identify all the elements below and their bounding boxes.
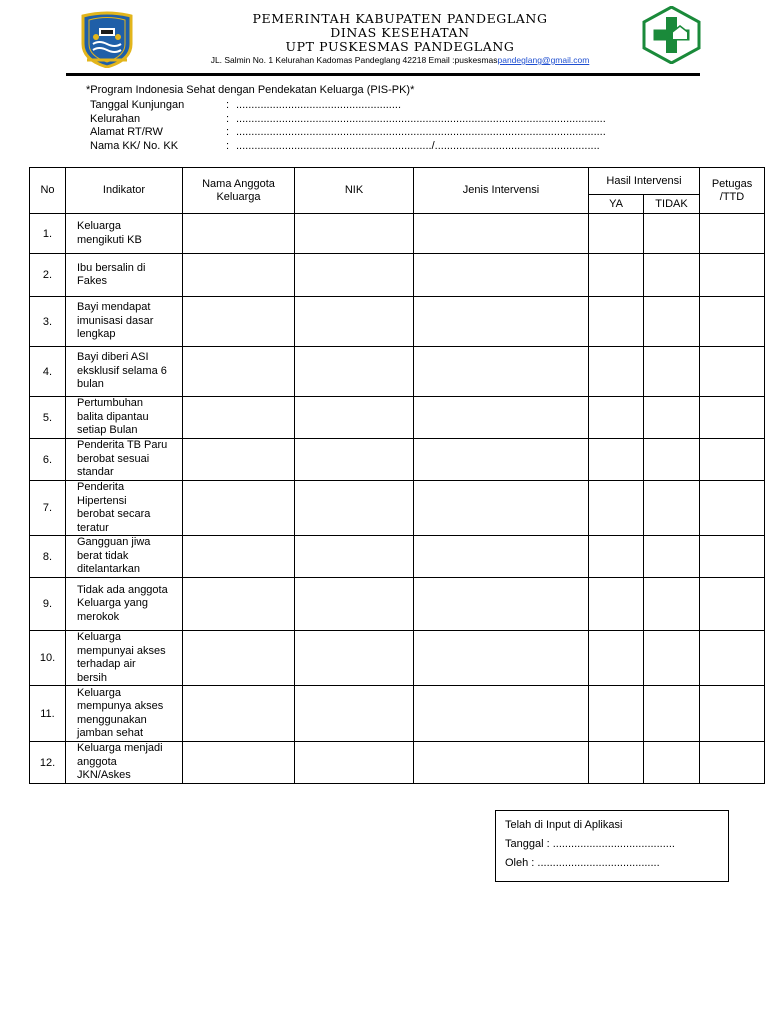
cell-ya[interactable] (589, 254, 644, 297)
cell-ya[interactable] (589, 742, 644, 784)
program-title: *Program Indonesia Sehat dengan Pendekatan Keluarga (PIS-PK)* (86, 84, 415, 96)
box-tanggal[interactable]: Tanggal : ........................................ (505, 838, 675, 850)
cell-nik[interactable] (295, 214, 414, 254)
header-jenis-intervensi: Jenis Intervensi (414, 168, 589, 214)
cell-nik[interactable] (295, 631, 414, 686)
cell-nik[interactable] (295, 347, 414, 397)
cell-nama-anggota[interactable] (183, 397, 295, 439)
field-colon: : (226, 126, 230, 138)
table-row (30, 297, 765, 347)
cell-petugas[interactable] (700, 578, 765, 631)
row-number: 5. (30, 397, 66, 439)
field-blank[interactable]: ......................................................................................................................... (236, 126, 606, 138)
cell-ya[interactable] (589, 578, 644, 631)
field-label: Nama KK/ No. KK (90, 139, 179, 152)
cell-ya[interactable] (589, 214, 644, 254)
cell-tidak[interactable] (644, 631, 700, 686)
cell-nik[interactable] (295, 686, 414, 742)
row-indikator: Penderita TB Paru berobat sesuai standar (66, 439, 183, 481)
field-label: Tanggal Kunjungan (90, 99, 185, 111)
row-number: 8. (30, 536, 66, 578)
row-number: 3. (30, 297, 66, 347)
field-label: Kelurahan (90, 112, 141, 125)
cell-jenis-intervensi[interactable] (414, 297, 589, 347)
header-nik: NIK (295, 168, 414, 214)
table-row (30, 742, 765, 784)
table-row (30, 536, 765, 578)
cell-ya[interactable] (589, 536, 644, 578)
cell-tidak[interactable] (644, 214, 700, 254)
cell-ya[interactable] (589, 439, 644, 481)
cell-tidak[interactable] (644, 397, 700, 439)
cell-nik[interactable] (295, 742, 414, 784)
row-number: 1. (30, 214, 66, 254)
cell-jenis-intervensi[interactable] (414, 397, 589, 439)
cell-ya[interactable] (589, 631, 644, 686)
cell-nama-anggota[interactable] (183, 631, 295, 686)
cell-petugas[interactable] (700, 631, 765, 686)
cell-nama-anggota[interactable] (183, 214, 295, 254)
header-petugas: Petugas /TTD (700, 168, 765, 214)
row-number: 6. (30, 439, 66, 481)
cell-ya[interactable] (589, 397, 644, 439)
address-line (120, 55, 680, 65)
cell-ya[interactable] (589, 297, 644, 347)
table-row (30, 439, 765, 481)
puskesmas-logo-icon (640, 6, 703, 64)
field-blank[interactable]: ................................................................/...................................................... (236, 139, 600, 152)
box-title: Telah di Input di Aplikasi (505, 819, 623, 831)
cell-nik[interactable] (295, 481, 414, 536)
table-row (30, 578, 765, 631)
row-indikator: Keluarga mempunya akses menggunakan jamban sehat (66, 686, 183, 742)
row-indikator: Pertumbuhan balita dipantau setiap Bulan (66, 397, 183, 439)
cell-petugas[interactable] (700, 254, 765, 297)
field-label: Alamat RT/RW (90, 126, 163, 138)
cell-jenis-intervensi[interactable] (414, 686, 589, 742)
cell-nama-anggota[interactable] (183, 536, 295, 578)
cell-tidak[interactable] (644, 481, 700, 536)
row-indikator: Keluarga mengikuti KB (66, 214, 183, 254)
cell-tidak[interactable] (644, 297, 700, 347)
cell-jenis-intervensi[interactable] (414, 347, 589, 397)
cell-tidak[interactable] (644, 254, 700, 297)
address-text: JL. Salmin No. 1 Kelurahan Kadomas Pandeglang 42218 Email :puskesmas (210, 55, 498, 65)
cell-nik[interactable] (295, 254, 414, 297)
cell-nama-anggota[interactable] (183, 742, 295, 784)
row-number: 9. (30, 578, 66, 631)
row-indikator: Tidak ada anggota Keluarga yang merokok (66, 578, 183, 631)
header-ya: YA (589, 195, 644, 214)
cell-petugas[interactable] (700, 214, 765, 254)
row-number: 12. (30, 742, 66, 784)
row-indikator: Ibu bersalin di Fakes (66, 254, 183, 297)
cell-nik[interactable] (295, 397, 414, 439)
cell-nik[interactable] (295, 578, 414, 631)
cell-jenis-intervensi[interactable] (414, 578, 589, 631)
row-indikator: Penderita Hipertensi berobat secara teratur (66, 481, 183, 536)
table-row (30, 347, 765, 397)
cell-jenis-intervensi[interactable] (414, 536, 589, 578)
cell-nama-anggota[interactable] (183, 297, 295, 347)
cell-nik[interactable] (295, 297, 414, 347)
row-indikator: Bayi mendapat imunisasi dasar lengkap (66, 297, 183, 347)
cell-nama-anggota[interactable] (183, 481, 295, 536)
header-tidak: TIDAK (644, 195, 700, 214)
header-divider (66, 73, 700, 76)
unit-name: UPT PUSKESMAS PANDEGLANG (285, 39, 515, 54)
cell-jenis-intervensi[interactable] (414, 631, 589, 686)
cell-nama-anggota[interactable] (183, 439, 295, 481)
header-indikator: Indikator (66, 168, 183, 214)
cell-tidak[interactable] (644, 742, 700, 784)
cell-tidak[interactable] (644, 578, 700, 631)
field-blank[interactable]: ...................................................... (236, 99, 402, 111)
field-colon: : (226, 99, 230, 111)
field-alamat-rt-rw (90, 126, 606, 140)
row-indikator: Bayi diberi ASI eksklusif selama 6 bulan (66, 347, 183, 397)
cell-ya[interactable] (589, 347, 644, 397)
header-no: No (30, 168, 66, 214)
row-number: 10. (30, 631, 66, 686)
cell-tidak[interactable] (644, 686, 700, 742)
cell-petugas[interactable] (700, 742, 765, 784)
department-name: DINAS KESEHATAN (330, 25, 470, 40)
cell-jenis-intervensi[interactable] (414, 481, 589, 536)
cell-nama-anggota[interactable] (183, 578, 295, 631)
row-indikator: Keluarga mempunyai akses terhadap air bersih (66, 631, 183, 686)
cell-jenis-intervensi[interactable] (414, 439, 589, 481)
table-row (30, 631, 765, 686)
agency-name: PEMERINTAH KABUPATEN PANDEGLANG (252, 11, 548, 26)
letterhead (0, 0, 768, 80)
cell-petugas[interactable] (700, 439, 765, 481)
cell-petugas[interactable] (700, 536, 765, 578)
field-colon: : (226, 112, 230, 125)
table-row (30, 397, 765, 439)
header-nama-anggota: Nama Anggota Keluarga (183, 168, 295, 214)
field-tanggal-kunjungan (90, 99, 606, 113)
cell-ya[interactable] (589, 481, 644, 536)
field-nama-kk (90, 140, 606, 154)
cell-nama-anggota[interactable] (183, 347, 295, 397)
email-link[interactable]: pandeglang@gmail.com (497, 55, 590, 65)
cell-tidak[interactable] (644, 536, 700, 578)
field-blank[interactable]: ......................................................................................................................... (236, 112, 606, 125)
field-colon: : (226, 139, 230, 152)
cell-tidak[interactable] (644, 347, 700, 397)
table-row (30, 214, 765, 254)
cell-jenis-intervensi[interactable] (414, 742, 589, 784)
row-number: 7. (30, 481, 66, 536)
cell-nik[interactable] (295, 439, 414, 481)
visit-fields (90, 99, 606, 153)
field-kelurahan (90, 113, 606, 127)
cell-nama-anggota[interactable] (183, 686, 295, 742)
table-row (30, 686, 765, 742)
row-number: 2. (30, 254, 66, 297)
cell-jenis-intervensi[interactable] (414, 254, 589, 297)
table-row (30, 481, 765, 536)
row-number: 4. (30, 347, 66, 397)
row-indikator: Gangguan jiwa berat tidak ditelantarkan (66, 536, 183, 578)
row-number: 11. (30, 686, 66, 742)
table-row (30, 254, 765, 297)
intervention-table (29, 167, 765, 784)
cell-jenis-intervensi[interactable] (414, 214, 589, 254)
cell-petugas[interactable] (700, 481, 765, 536)
box-oleh[interactable]: Oleh : ........................................ (505, 857, 660, 869)
cell-nama-anggota[interactable] (183, 254, 295, 297)
cell-nik[interactable] (295, 536, 414, 578)
cell-tidak[interactable] (644, 439, 700, 481)
header-hasil-intervensi: Hasil Intervensi (589, 168, 700, 195)
row-indikator: Keluarga menjadi anggota JKN/Askes (66, 742, 183, 784)
cell-petugas[interactable] (700, 686, 765, 742)
input-confirmation-box (495, 810, 729, 882)
cell-petugas[interactable] (700, 347, 765, 397)
cell-petugas[interactable] (700, 397, 765, 439)
cell-petugas[interactable] (700, 297, 765, 347)
cell-ya[interactable] (589, 686, 644, 742)
